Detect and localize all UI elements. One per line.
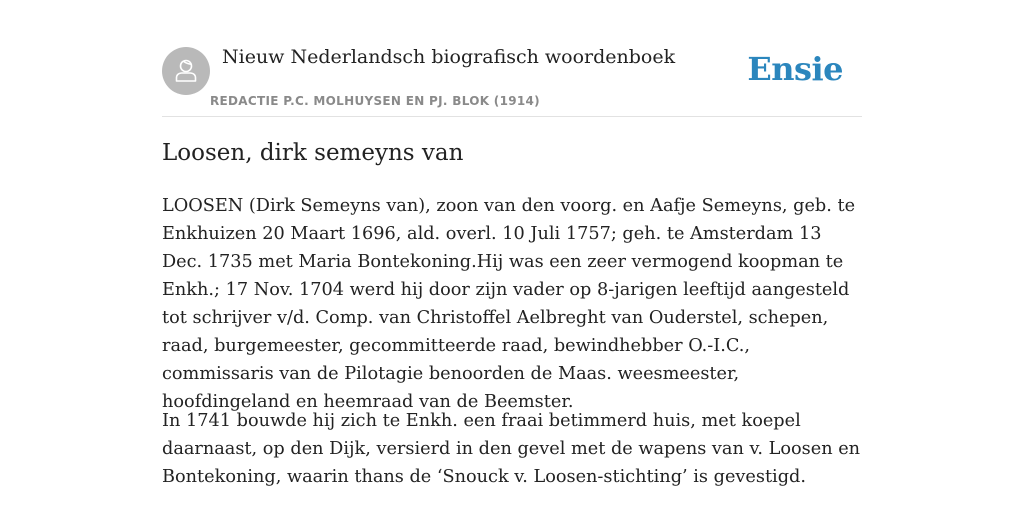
source-editors: REDACTIE P.C. MOLHUYSEN EN PJ. BLOK (1914) bbox=[210, 94, 540, 108]
entry-title: Loosen, dirk semeyns van bbox=[162, 140, 464, 166]
entry-paragraph-2: In 1741 bouwde hij zich te Enkh. een fraai betimmerd huis, met koepel daarnaast, op den Dijk, versierd in den gevel met de wapens van v. Loosen en Bontekoning, waarin thans de ‘Snouck v. Loosen-stichting’ is gevestigd. bbox=[162, 411, 861, 487]
user-icon bbox=[162, 47, 210, 95]
entry-paragraph-1: LOOSEN (Dirk Semeyns van), zoon van den voorg. en Aafje Semeyns, geb. te Enkhuizen 20 Maart 1696, ald. overl. 10 Juli 1757; geh. te Amsterdam 13 Dec. 1735 met Maria Bontekoning.Hij was een zeer vermogend koopman te Enkh.; 17 Nov. 1704 werd hij door zijn vader op 8-jarigen leeftijd aangesteld tot schrijver v/d. Comp. van Christoffel Aelbreght van Ouderstel, schepen, raad, burgemeester, gecommitteerde raad, bewindhebber O.-I.C., commissaris van de Pilotagie benoorden de Maas. weesmeester, hoofdingeland en heemraad van de Beemster. bbox=[162, 196, 856, 412]
source-title[interactable]: Nieuw Nederlandsch biografisch woordenboek bbox=[222, 46, 676, 68]
avatar[interactable] bbox=[162, 47, 210, 95]
source-header bbox=[162, 46, 862, 117]
ensie-logo[interactable]: Ensie bbox=[747, 50, 843, 88]
